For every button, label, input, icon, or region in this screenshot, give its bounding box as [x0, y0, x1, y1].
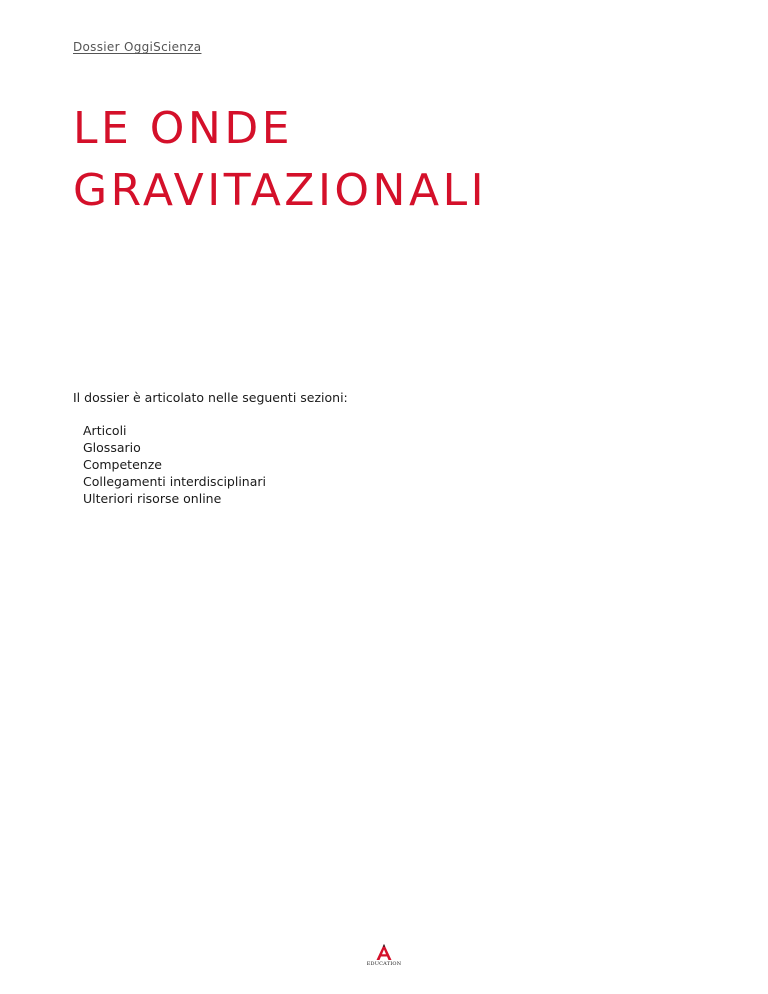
- section-item-competenze[interactable]: Competenze: [83, 457, 162, 472]
- section-item-collegamenti[interactable]: Collegamenti interdisciplinari: [83, 474, 266, 489]
- publisher-a-logo-icon: [375, 944, 393, 961]
- page-title-line-1: LE ONDE: [73, 103, 294, 154]
- section-item-risorse-online[interactable]: Ulteriori risorse online: [83, 491, 222, 506]
- publisher-logo: [364, 944, 404, 967]
- dossier-oggiscienza-link[interactable]: Dossier OggiScienza: [73, 40, 202, 54]
- section-item-articoli[interactable]: Articoli: [83, 423, 127, 438]
- publisher-logo-text: EDUCATION: [366, 961, 402, 967]
- section-item-glossario[interactable]: Glossario: [83, 440, 141, 455]
- page-title-line-2: GRAVITAZIONALI: [73, 165, 488, 216]
- sections-list: [83, 422, 266, 507]
- intro-text: Il dossier è articolato nelle seguenti sezioni:: [73, 390, 348, 405]
- page-title: [73, 98, 487, 222]
